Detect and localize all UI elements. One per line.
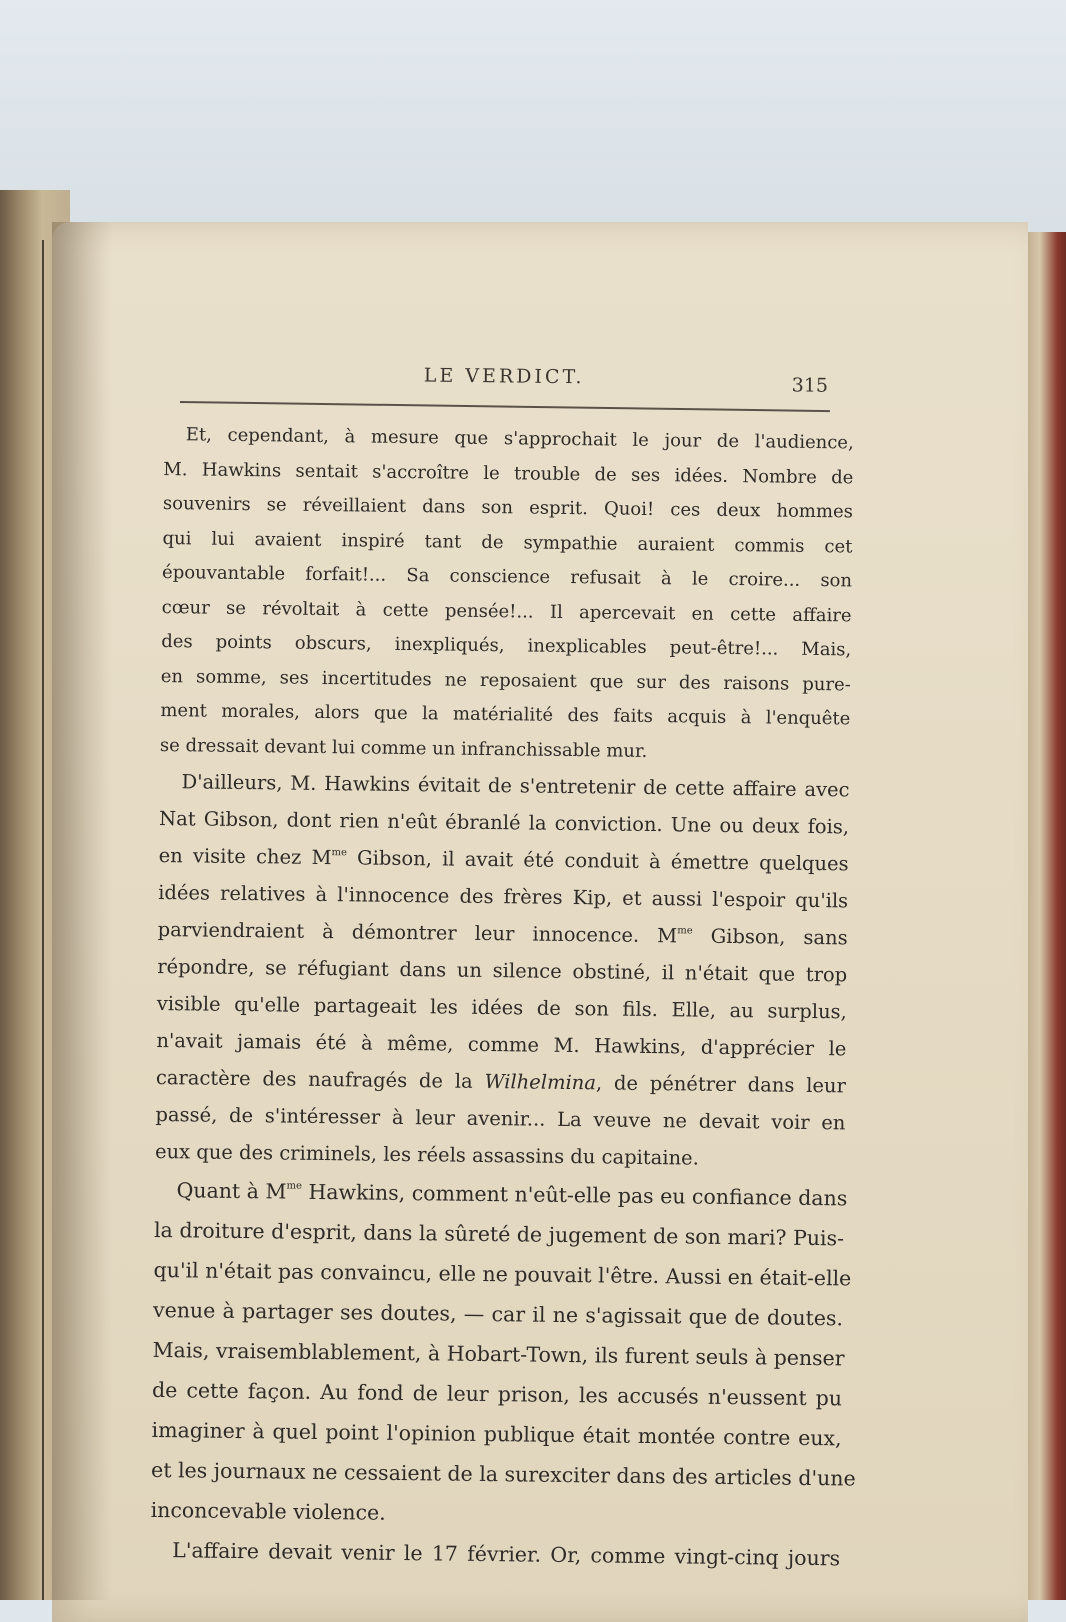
body-text — [150, 418, 854, 1578]
binding-thread — [42, 240, 44, 1600]
paragraph-1 — [160, 418, 854, 771]
text-line: ment morales, alors que la matérialité des faits acquis à l'enquête — [160, 699, 851, 730]
page-number: 315 — [791, 374, 829, 397]
text-line: L'affaire devait venir le 17 février. Or, comme vingt-cinq jours — [172, 1538, 841, 1571]
text-line: qu'il n'était pas convaincu, elle ne pouvait l'être. Aussi en était-elle — [153, 1257, 852, 1291]
text-line: Nat Gibson, dont rien n'eût ébranlé la conviction. Une ou deux fois, — [158, 806, 850, 839]
text-line: inconcevable violence. — [150, 1497, 386, 1525]
paragraph-3 — [150, 1170, 856, 1538]
text-line: épouvantable forfait!... Sa conscience refusait à le croire... son — [161, 561, 853, 592]
text-line: D'ailleurs, M. Hawkins évitait de s'entretenir de cette affaire avec — [181, 770, 850, 802]
text-line: imaginer à quel point l'opinion publique était montée contre eux, — [151, 1417, 842, 1451]
text-line: visible qu'elle partageait les idées de son fils. Elle, au surplus, — [156, 991, 847, 1024]
paragraph-2 — [155, 763, 850, 1178]
text-line: en visite chez $M^{me}$ Gibson, il avait été conduit à émettre quelques — [158, 843, 849, 876]
text-line: des points obscurs, inexpliqués, inexplicables peut-être!... Mais, — [161, 630, 852, 661]
text-line: M. Hawkins sentait s'accroître le trouble de ses idées. Nombre de — [163, 458, 854, 488]
text-line: parviendraient à démontrer leur innocence. $M^{me}$ Gibson, sans — [157, 917, 848, 950]
text-line: se dressait devant lui comme un infranchissable mur. — [159, 734, 648, 762]
book-right-edge — [1022, 232, 1066, 1600]
text-line: n'avait jamais été à même, comme M. Hawkins, d'apprécier le — [156, 1028, 847, 1061]
text-line: cœur se révoltait à cette pensée!... Il apercevait en cette affaire — [161, 596, 852, 626]
text-line: la droiture d'esprit, dans la sûreté de jugement de son mari? Puis- — [153, 1217, 845, 1251]
text-line: idées relatives à l'innocence des frères Kip, et aussi l'espoir qu'ils — [158, 880, 849, 913]
text-line: qui lui avaient inspiré tant de sympathie auraient commis cet — [162, 527, 853, 557]
paragraph-4 — [150, 1530, 840, 1578]
text-line: répondre, se réfugiant dans un silence obstiné, il n'était que trop — [157, 954, 848, 987]
text-line: caractère des naufragés de la Wilhelmina, de pénétrer dans leur — [155, 1065, 847, 1098]
text-line: en somme, ses incertitudes ne reposaient que sur des raisons pure- — [160, 665, 851, 695]
text-line: souvenirs se réveillaient dans son esprit. Quoi! ces deux hommes — [162, 492, 854, 523]
text-line: venue à partager ses doutes, — car il ne s'agissait que de doutes. — [152, 1297, 844, 1331]
text-line: passé, de s'intéresser à leur avenir... La veuve ne devait voir en — [155, 1102, 846, 1135]
running-head — [180, 358, 830, 399]
text-line: de cette façon. Au fond de leur prison, les accusés n'eussent pu — [151, 1377, 843, 1411]
chapter-title: LE VERDICT. — [423, 364, 585, 389]
text-line: Et, cependant, à mesure que s'approchait le jour de l'audience, — [185, 424, 854, 454]
text-line: eux que des criminels, les réels assassins du capitaine. — [154, 1139, 699, 1170]
text-line: Mais, vraisemblablement, à Hobart-Town, ils furent seuls à penser — [152, 1337, 845, 1371]
text-line: Quant à $M^{me}$ Hawkins, comment n'eût-elle pas eu confiance dans — [176, 1178, 848, 1211]
text-line: et les journaux ne cessaient de la surexciter dans des articles d'une — [151, 1457, 856, 1491]
gutter-shadow — [52, 222, 112, 1600]
